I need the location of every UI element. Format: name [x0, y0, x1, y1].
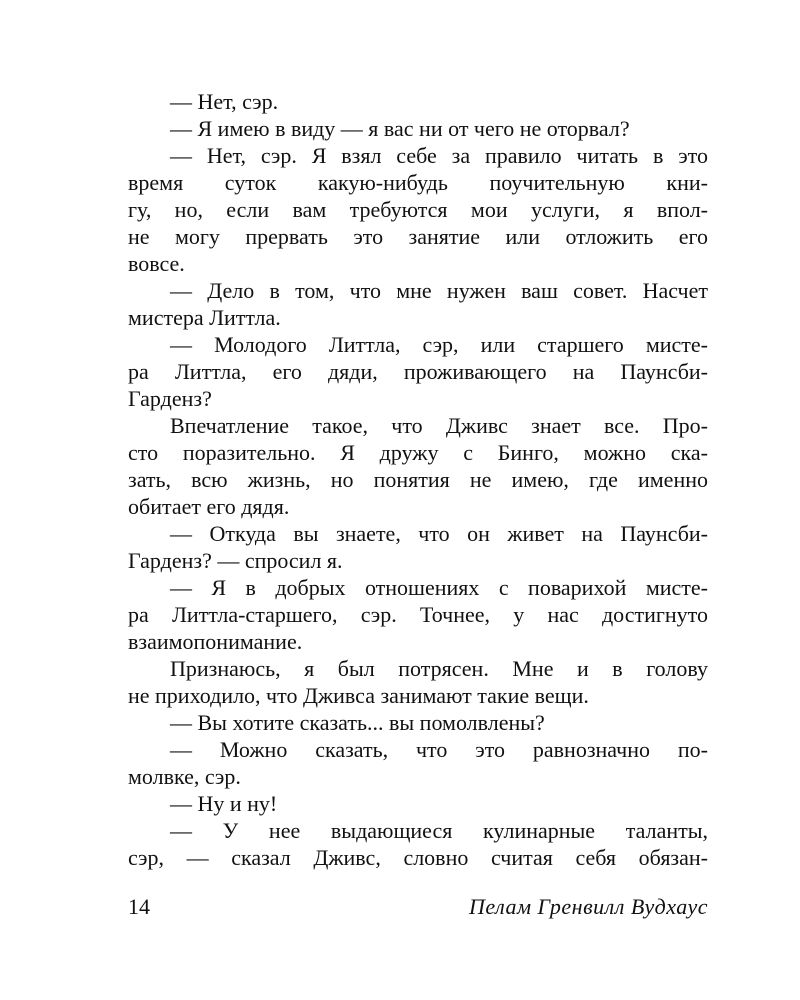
text-line: — Нет, сэр. Я взял себе за правило читать в это [170, 143, 708, 168]
text-line: время суток какую-нибудь поучительную кни- [128, 170, 708, 195]
text-line: обитает его дядя. [128, 494, 290, 519]
text-line: Впечатление такое, что Дживс знает все. Про- [170, 413, 708, 438]
running-title-author: Пелам Гренвилл Вудхаус [469, 894, 708, 919]
text-line: вовсе. [128, 251, 185, 276]
text-line: Гарденз? [128, 386, 212, 411]
text-line: ра Литтла, его дяди, проживающего на Паунсби- [128, 359, 708, 384]
text-line: зать, всю жизнь, но понятия не имею, где именно [128, 467, 708, 492]
text-line: — Можно сказать, что это равнозначно по- [170, 737, 708, 762]
text-line: сэр, — сказал Дживс, словно считая себя обязан- [128, 845, 708, 870]
text-line: — Вы хотите сказать... вы помолвлены? [170, 710, 545, 735]
text-line: гу, но, если вам требуются мои услуги, я впол- [128, 197, 708, 222]
text-line: не могу прервать это занятие или отложить его [128, 224, 708, 249]
text-line: — Я имею в виду — я вас ни от чего не оторвал? [170, 116, 630, 141]
text-line: молвке, сэр. [128, 764, 241, 789]
text-line: — Я в добрых отношениях с поварихой мисте- [170, 575, 708, 600]
text-line: — Ну и ну! [170, 791, 278, 816]
text-line: — Откуда вы знаете, что он живет на Паунсби- [170, 521, 708, 546]
text-line: ра Литтла-старшего, сэр. Точнее, у нас достигнуто [128, 602, 708, 627]
text-line: не приходило, что Дживса занимают такие вещи. [128, 683, 589, 708]
text-line: — Дело в том, что мне нужен ваш совет. Насчет [170, 278, 708, 303]
text-line: — Молодого Литтла, сэр, или старшего мисте- [170, 332, 708, 357]
page-number: 14 [128, 894, 150, 919]
body-text [128, 88, 708, 871]
text-line: Гарденз? — спросил я. [128, 548, 343, 573]
text-line: Признаюсь, я был потрясен. Мне и в голову [170, 656, 708, 681]
text-line: сто поразительно. Я дружу с Бинго, можно ска- [128, 440, 708, 465]
text-line: — У нее выдающиеся кулинарные таланты, [170, 818, 708, 843]
page-footer [128, 892, 708, 922]
text-line: взаимопонимание. [128, 629, 303, 654]
text-line: мистера Литтла. [128, 305, 281, 330]
text-line: — Нет, сэр. [170, 89, 279, 114]
